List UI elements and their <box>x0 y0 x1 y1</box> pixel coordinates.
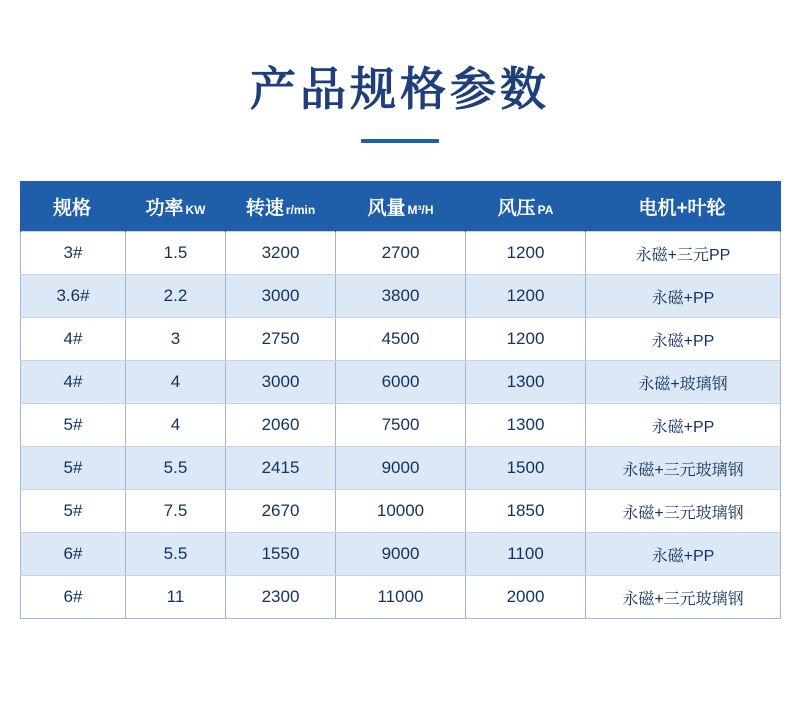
column-header-spec-label: 规格 <box>52 198 91 220</box>
table-row <box>21 533 781 576</box>
cell-airflow: 11000 <box>336 576 466 619</box>
column-header-speed-label: 转速 <box>245 198 284 220</box>
cell-motor-impeller: 永磁+三元玻璃钢 <box>586 490 781 533</box>
cell-power: 11 <box>126 576 226 619</box>
cell-speed: 3200 <box>226 232 336 275</box>
table-row <box>21 232 781 275</box>
cell-motor-impeller: 永磁+三元PP <box>586 232 781 275</box>
cell-airflow: 2700 <box>336 232 466 275</box>
cell-spec: 5# <box>21 447 126 490</box>
spec-table-container <box>20 181 780 619</box>
cell-motor-impeller: 永磁+PP <box>586 275 781 318</box>
column-header-airflow <box>336 182 466 232</box>
cell-pressure: 1200 <box>466 318 586 361</box>
table-row <box>21 490 781 533</box>
cell-pressure: 1300 <box>466 361 586 404</box>
cell-motor-impeller: 永磁+PP <box>586 318 781 361</box>
table-row <box>21 318 781 361</box>
cell-pressure: 1200 <box>466 275 586 318</box>
cell-power: 5.5 <box>126 533 226 576</box>
table-body <box>21 232 781 619</box>
cell-spec: 5# <box>21 490 126 533</box>
cell-airflow: 7500 <box>336 404 466 447</box>
page-title: 产品规格参数 <box>250 63 550 115</box>
cell-airflow: 4500 <box>336 318 466 361</box>
spec-table <box>20 181 781 619</box>
column-header-power-unit: KW <box>185 203 206 218</box>
column-header-pressure-label: 风压 <box>497 198 536 220</box>
cell-speed: 1550 <box>226 533 336 576</box>
column-header-pressure <box>466 182 586 232</box>
cell-power: 5.5 <box>126 447 226 490</box>
table-row <box>21 404 781 447</box>
cell-airflow: 3800 <box>336 275 466 318</box>
cell-power: 4 <box>126 404 226 447</box>
cell-pressure: 1200 <box>466 232 586 275</box>
table-row <box>21 447 781 490</box>
column-header-motor-impeller <box>586 182 781 232</box>
cell-power: 3 <box>126 318 226 361</box>
cell-speed: 3000 <box>226 361 336 404</box>
cell-airflow: 9000 <box>336 447 466 490</box>
cell-motor-impeller: 永磁+三元玻璃钢 <box>586 447 781 490</box>
column-header-spec <box>21 182 126 232</box>
cell-motor-impeller: 永磁+三元玻璃钢 <box>586 576 781 619</box>
cell-spec: 5# <box>21 404 126 447</box>
cell-pressure: 1850 <box>466 490 586 533</box>
cell-spec: 4# <box>21 318 126 361</box>
cell-spec: 4# <box>21 361 126 404</box>
cell-pressure: 1100 <box>466 533 586 576</box>
cell-motor-impeller: 永磁+PP <box>586 533 781 576</box>
cell-spec: 6# <box>21 576 126 619</box>
column-header-airflow-unit: M³/H <box>407 203 434 218</box>
column-header-pressure-unit: PA <box>537 203 554 218</box>
table-header-row <box>21 182 781 232</box>
cell-power: 7.5 <box>126 490 226 533</box>
cell-speed: 2670 <box>226 490 336 533</box>
cell-pressure: 2000 <box>466 576 586 619</box>
column-header-speed-unit: r/min <box>285 203 316 218</box>
cell-spec: 6# <box>21 533 126 576</box>
table-row <box>21 576 781 619</box>
column-header-power <box>126 182 226 232</box>
cell-speed: 2415 <box>226 447 336 490</box>
cell-motor-impeller: 永磁+PP <box>586 404 781 447</box>
cell-spec: 3# <box>21 232 126 275</box>
title-underline-divider <box>361 139 439 143</box>
table-row <box>21 275 781 318</box>
cell-speed: 3000 <box>226 275 336 318</box>
column-header-power-label: 功率 <box>145 198 184 220</box>
cell-power: 1.5 <box>126 232 226 275</box>
cell-speed: 2060 <box>226 404 336 447</box>
column-header-airflow-label: 风量 <box>367 198 406 220</box>
column-header-motor-impeller-label: 电机+叶轮 <box>638 198 726 220</box>
cell-airflow: 9000 <box>336 533 466 576</box>
cell-pressure: 1300 <box>466 404 586 447</box>
cell-speed: 2750 <box>226 318 336 361</box>
cell-speed: 2300 <box>226 576 336 619</box>
cell-power: 4 <box>126 361 226 404</box>
table-header <box>21 182 781 232</box>
cell-airflow: 6000 <box>336 361 466 404</box>
table-row <box>21 361 781 404</box>
title-block <box>0 0 800 143</box>
column-header-speed <box>226 182 336 232</box>
cell-pressure: 1500 <box>466 447 586 490</box>
cell-spec: 3.6# <box>21 275 126 318</box>
cell-power: 2.2 <box>126 275 226 318</box>
cell-airflow: 10000 <box>336 490 466 533</box>
cell-motor-impeller: 永磁+玻璃钢 <box>586 361 781 404</box>
